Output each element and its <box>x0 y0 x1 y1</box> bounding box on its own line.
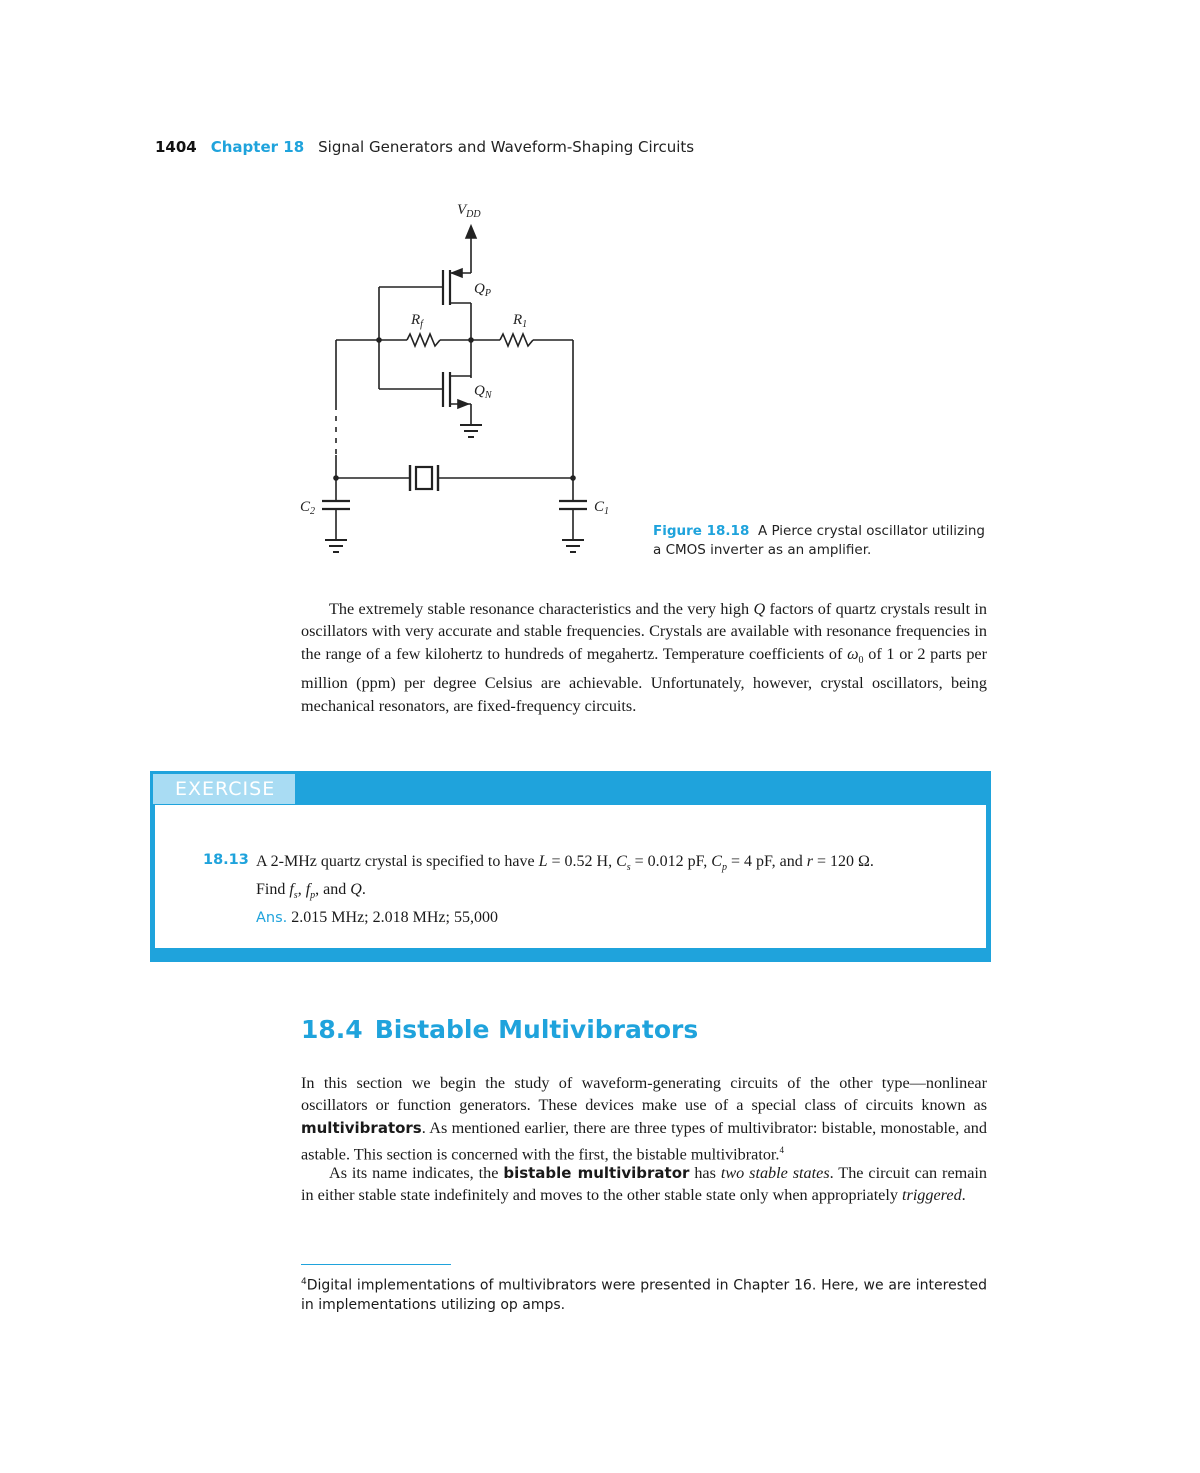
section-title: Bistable Multivibrators <box>374 1015 699 1044</box>
running-head <box>155 138 694 156</box>
exercise-number: 18.13 <box>203 852 249 868</box>
paragraph-crystal-stability: The extremely stable resonance characteristics and the very high Q factors of quartz crystals result in oscillators with very accurate and stable frequencies. Crystals are available with resonance frequencies in the range of a few kilohertz to hundreds of megahertz. Temperature coefficients of $\omega_0$ of 1 or 2 parts per million (ppm) per degree Celsius are achievable. Unfortunately, however, crystal oscillators, being mechanical resonators, are fixed-frequency circuits. <box>301 600 988 715</box>
r1-resistor <box>500 334 533 346</box>
rf-resistor <box>407 334 440 346</box>
paragraph-multivibrators-intro: In this section we begin the study of waveform-generating circuits of the other type—nonlinear oscillators or function generators. These devices make use of a special class of circuits known as multivibrators. As mentioned earlier, there are three types of multivibrator: bistable, monostable, and astable. This section is concerned with the first, the bistable multivibrator.$^4$ <box>301 1074 987 1164</box>
paragraph-bistable: As its name indicates, the bistable multivibrator has two stable states. The circuit can remain in either stable state indefinitely and moves to the other stable state only when appropriately triggered. <box>301 1164 987 1205</box>
crystal <box>416 467 432 489</box>
figure-caption <box>653 522 993 560</box>
exercise-content <box>155 805 986 948</box>
chapter-label: Chapter 18 <box>210 138 305 156</box>
vdd-arrow <box>466 226 476 238</box>
vdd-label: $V_{DD}$ <box>457 202 481 220</box>
exercise-tab: EXERCISE <box>153 774 295 804</box>
exercise-box <box>150 771 991 962</box>
pierce-oscillator-circuit <box>290 195 630 565</box>
exercise-text: A 2-MHz quartz crystal is specified to have L = 0.52 H, $C_s = 0.012$ pF, $C_p = 4$ pF, and r = 120 Ω. Find $f_s$, $f_p$, and Q. Ans. 2.015 MHz; 2.018 MHz; 55,000 <box>256 851 976 929</box>
figure-label: Figure 18.18 <box>653 523 750 539</box>
qp-label: $Q_P$ <box>474 281 491 299</box>
section-heading <box>301 1015 698 1044</box>
page-number: 1404 <box>155 138 197 156</box>
rf-label: $R_f$ <box>411 312 423 330</box>
figure-caption-text: A Pierce crystal oscillator utilizing a CMOS inverter as an amplifier. <box>653 523 985 558</box>
r1-label: $R_1$ <box>513 312 528 330</box>
section-number: 18.4 <box>301 1015 363 1044</box>
c2-label: $C_2$ <box>300 499 316 517</box>
chapter-title: Signal Generators and Waveform-Shaping Circuits <box>318 138 695 156</box>
c1-label: $C_1$ <box>594 499 610 517</box>
footnote: $^4$Digital implementations of multivibrators were presented in Chapter 16. Here, we are interested in implementations utilizing op amps. <box>301 1277 987 1313</box>
exercise-answer: Ans. 2.015 MHz; 2.018 MHz; 55,000 <box>256 909 498 927</box>
qn-label: $Q_N$ <box>474 383 492 401</box>
footnote-rule <box>301 1264 451 1265</box>
